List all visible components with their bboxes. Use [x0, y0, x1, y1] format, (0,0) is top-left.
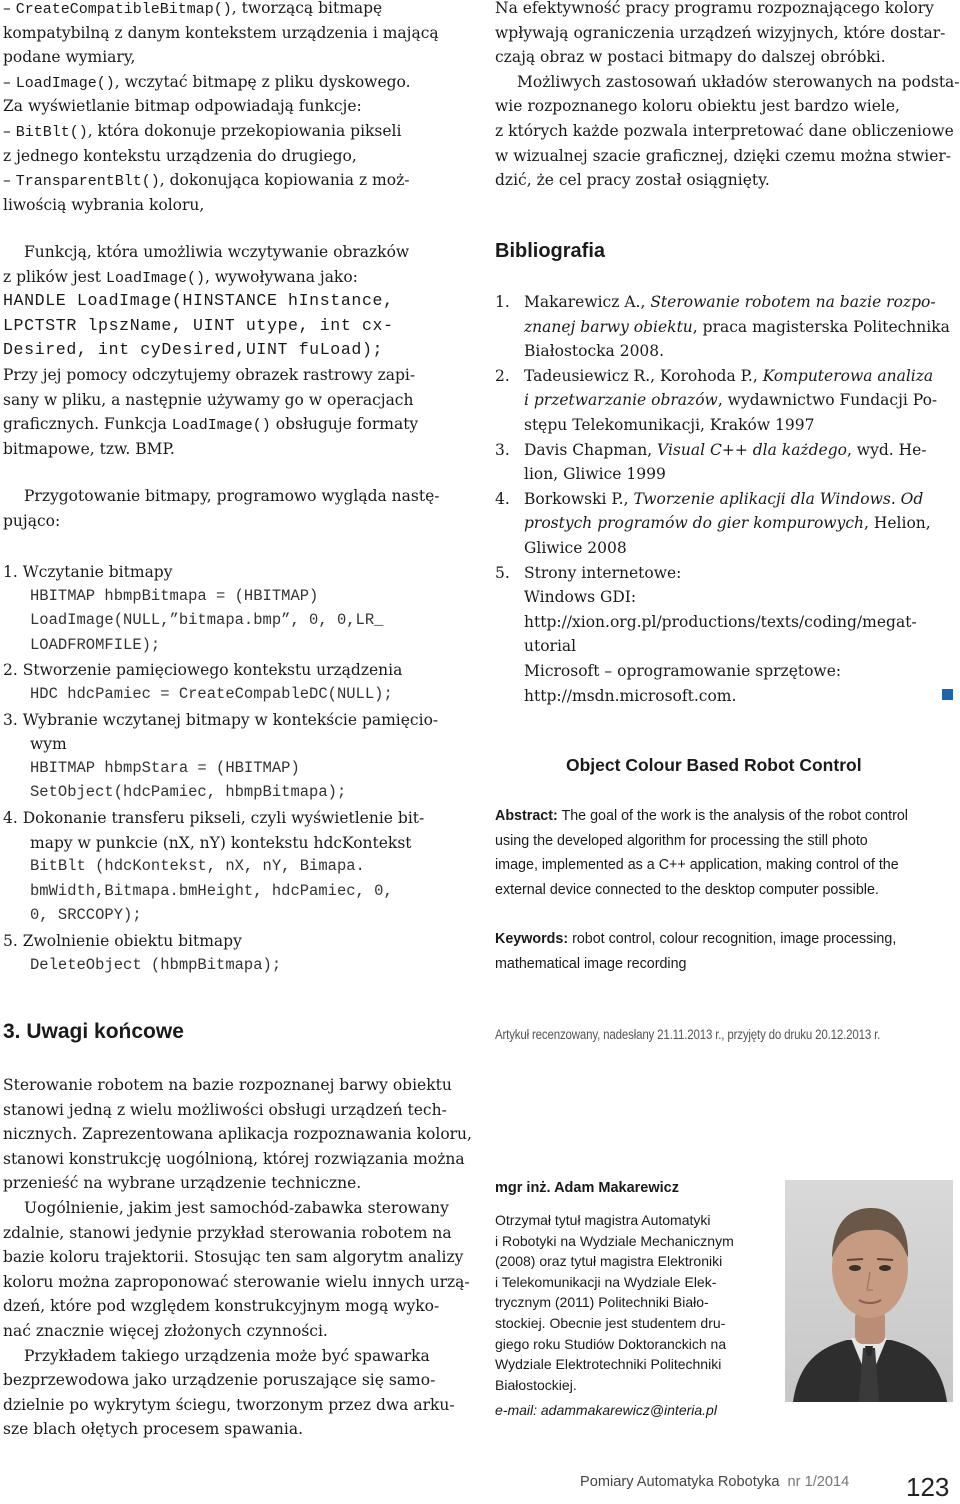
bullet-line: Za wyświetlanie bitmap odpowiadają funkcje:: [3, 97, 362, 116]
bibliography-line: [524, 684, 736, 709]
bibliography-line: [524, 315, 950, 340]
bibliography-text: , wyd. He-: [846, 440, 927, 459]
step-text: mapy w punkcie (nX, nY) kontekstu hdcKontekst: [30, 833, 412, 852]
conclusion-line: sze blach ołętych procesem spawania.: [3, 1420, 304, 1439]
step-code: HDC hdcPamiec = CreateCompableDC(NULL);: [30, 685, 393, 703]
step-code: HBITMAP hbmpStara = (HBITMAP): [30, 758, 300, 777]
bibliography-line: [524, 511, 931, 536]
bibliography-line: [524, 561, 681, 586]
conclusion-line: bazie koloru trajektorii. Stosując ten sam algorytm analizy: [3, 1248, 464, 1267]
bibliography-line: [524, 487, 923, 512]
bibliography-title-text: Visual C++ dla każdego: [657, 440, 847, 459]
conclusion-line: dzielnie po wykrytym ściegu, tworzonym przez dwa arku-: [3, 1395, 455, 1414]
bibliography-text: stępu Telekomunikacji, Kraków 1997: [524, 416, 815, 434]
bibliography-line: [524, 388, 937, 413]
bibliography-title-text: i przetwarzanie obrazów: [524, 391, 718, 410]
bibliography-text: Białostocka 2008.: [524, 342, 665, 361]
step-code: bmWidth,Bitmapa.bmHeight, hdcPamiec, 0,: [30, 881, 393, 900]
author-bio-line: Otrzymał tytuł magistra Automatyki: [495, 1212, 711, 1228]
keywords-line: mathematical image recording: [495, 955, 687, 972]
bullet-line: – CreateCompatibleBitmap(), tworzącą bitmapę: [3, 0, 383, 18]
conclusion-line: stanowi jedną z wielu możliwości obsługi urządzeń tech-: [3, 1100, 447, 1119]
step-code: 0, SRCCOPY);: [30, 906, 142, 925]
intro-line: wpływają ograniczenia urządzeń wizyjnych, które dostar-: [495, 23, 946, 42]
conclusion-line: Przykładem takiego urządzenia może być spawarka: [24, 1346, 430, 1365]
keywords-label: Keywords:: [495, 931, 569, 947]
bibliography-text: Windows GDI:: [524, 588, 637, 607]
bibliography-line: [524, 364, 933, 389]
step-text: 4. Dokonanie transferu pikseli, czyli wyświetlenie bit-: [3, 809, 425, 827]
conclusion-line: bezprzewodowa jako urządzenie poruszające się samo-: [3, 1371, 436, 1390]
author-photo: [785, 1180, 953, 1402]
paragraph-line: graficznych. Funkcja LoadImage() obsługuje formaty: [3, 415, 419, 435]
bibliography-text: utorial: [524, 637, 577, 656]
intro-line: w wizualnej szacie graficznej, dzięki czemu można stwier-: [495, 146, 952, 165]
step-code: LOADFROMFILE);: [30, 635, 161, 654]
bibliography-line: [524, 634, 576, 659]
bullet-line: z jednego kontekstu urządzenia do drugiego,: [3, 146, 357, 165]
author-bio-line: Białostockiej.: [495, 1376, 577, 1393]
author-bio-line: stockiej. Obecnie jest studentem dru-: [495, 1315, 726, 1331]
bibliography-number: 4.: [495, 489, 510, 508]
intro-line: czają obraz w postaci bitmapy do dalszej obróbki.: [495, 48, 886, 67]
bibliography-text: Davis Chapman,: [524, 440, 658, 459]
author-name: Adam Makarewicz: [554, 1180, 679, 1196]
keywords-text: robot control, colour recognition, image processing,: [568, 931, 897, 947]
bullet-line: – TransparentBlt(), dokonująca kopiowania z moż-: [3, 171, 410, 191]
conclusion-line: przenieść na wybrane urządzenie techniczne.: [3, 1174, 362, 1193]
author-bio-line: giego roku Studiów Doktoranckich na: [495, 1335, 727, 1352]
bibliography-number: 5.: [495, 563, 510, 582]
bullet-line: kompatybilną z danym kontekstem urządzenia i mającą: [3, 23, 439, 42]
bibliography-title: Bibliografia: [495, 240, 606, 262]
code-line: HANDLE LoadImage(HINSTANCE hInstance,: [3, 291, 394, 311]
abstract-label: Abstract:: [495, 808, 558, 824]
bibliography-line: [524, 610, 917, 635]
abstract-line: [495, 804, 908, 829]
step-text: 1. Wczytanie bitmapy: [3, 563, 173, 581]
bibliography-text: Makarewicz A.,: [524, 293, 651, 311]
step-text: wym: [30, 735, 67, 754]
section-title: 3. Uwagi końcowe: [3, 1020, 184, 1043]
bibliography-line: [524, 585, 636, 610]
bibliography-line: [524, 536, 627, 561]
bullet-line: – BitBlt(), która dokonuje przekopiowania pikseli: [3, 122, 402, 141]
bibliography-title-text: znanej barwy obiektu: [524, 317, 693, 336]
bibliography-line: [524, 438, 927, 463]
author-heading: [495, 1178, 679, 1199]
bibliography-number: 1.: [495, 293, 510, 311]
bibliography-text: http://xion.org.pl/productions/texts/coding/megat-: [524, 612, 917, 631]
code-line: LPCTSTR lpszName, UINT utype, int cx-: [3, 315, 394, 335]
bibliography-line: [524, 462, 666, 487]
review-note: Artykuł recenzowany, nadesłany 21.11.2013 r., przyjęty do druku 20.12.2013 r.: [495, 1027, 881, 1042]
author-bio-line: i Robotyki na Wydziale Mechanicznym: [495, 1232, 734, 1249]
paragraph-line: pująco:: [3, 511, 61, 530]
bullet-line: – LoadImage(), wczytać bitmapę z pliku dyskowego.: [3, 72, 411, 92]
conclusion-line: koloru można zaproponować sterowanie wielu innych urzą-: [3, 1272, 470, 1291]
english-title: Object Colour Based Robot Control: [566, 755, 862, 775]
author-bio-line: (2008) oraz tytuł magistra Elektroniki: [495, 1253, 723, 1270]
bibliography-number: 2.: [495, 366, 510, 385]
author-bio-line: i Telekomunikacji na Wydziale Elek-: [495, 1273, 717, 1290]
author-email: e-mail: adammakarewicz@interia.pl: [495, 1402, 717, 1418]
paragraph-line: bitmapowe, tzw. BMP.: [3, 439, 175, 458]
paragraph-line: z plików jest LoadImage(), wywoływana jako:: [3, 267, 358, 287]
bibliography-line: [524, 413, 815, 438]
bibliography-title-text: Tworzenie aplikacji dla Windows. Od: [633, 489, 924, 508]
paragraph-line: Funkcją, która umożliwia wczytywanie obrazków: [24, 243, 410, 261]
intro-line: dzić, że cel pracy został osiągnięty.: [495, 171, 770, 190]
author-bio-line: trycznym (2011) Politechniki Biało-: [495, 1294, 709, 1311]
bibliography-text: , Helion,: [863, 514, 931, 533]
conclusion-line: dzeń, które pod względem konstrukcyjnym mogą wyko-: [3, 1297, 440, 1316]
intro-line: z których każde pozwala interpretować dane obliczeniowe: [495, 122, 954, 140]
bibliography-line: [524, 290, 936, 315]
bibliography-text: lion, Gliwice 1999: [524, 465, 666, 484]
step-text: 5. Zwolnienie obiektu bitmapy: [3, 932, 242, 950]
bibliography-title-text: prostych programów do gier kompurowych: [524, 514, 864, 533]
journal-name: Pomiary Automatyka Robotyka: [580, 1474, 780, 1490]
bibliography-text: , wydawnictwo Fundacji Po-: [717, 391, 938, 410]
author-bio-line: Wydziale Elektrotechniki Politechniki: [495, 1356, 722, 1373]
bibliography-text: Microsoft – oprogramowanie sprzętowe:: [524, 662, 842, 680]
intro-line: wie rozpoznanego koloru obiektu jest bardzo wiele,: [495, 97, 900, 116]
keywords-line: [495, 927, 896, 952]
bibliography-text: Gliwice 2008: [524, 539, 627, 557]
step-code: LoadImage(NULL,”bitmapa.bmp”, 0, 0,LR_: [30, 611, 384, 630]
abstract-line: using the developed algorithm for processing the still photo: [495, 832, 868, 849]
paragraph-line: Przy jej pomocy odczytujemy obrazek rastrowy zapi-: [3, 366, 416, 384]
journal-footer: [580, 1474, 849, 1490]
step-code: HBITMAP hbmpBitmapa = (HBITMAP): [30, 586, 319, 605]
intro-line: Możliwych zastosowań układów sterowanych na podsta-: [517, 72, 960, 91]
step-code: SetObject(hdcPamiec, hbmpBitmapa);: [30, 783, 347, 802]
paragraph-line: Przygotowanie bitmapy, programowo wygląda nastę-: [24, 487, 440, 505]
conclusion-line: nać znacznie więcej złożonych czynności.: [3, 1322, 328, 1340]
abstract-text: The goal of the work is the analysis of the robot control: [557, 808, 908, 824]
conclusion-line: Uogólnienie, jakim jest samochód-zabawka sterowany: [24, 1199, 449, 1217]
bibliography-text: http://msdn.microsoft.com.: [524, 686, 737, 705]
bibliography-title-text: Komputerowa analiza: [762, 366, 934, 385]
step-code: DeleteObject (hbmpBitmapa);: [30, 955, 282, 974]
bibliography-title-text: Sterowanie robotem na bazie rozpo-: [650, 293, 936, 311]
end-mark-icon: [942, 689, 953, 700]
bibliography-text: , praca magisterska Politechnika: [692, 317, 950, 336]
bibliography-number: 3.: [495, 440, 510, 459]
abstract-line: image, implemented as a C++ application, making control of the: [495, 857, 899, 874]
conclusion-line: stanowi konstrukcję uogólnioną, której rozwiązania można: [3, 1149, 465, 1168]
page-number: 123: [906, 1472, 950, 1502]
step-code: BitBlt (hdcKontekst, nX, nY, Bimapa.: [30, 857, 365, 876]
conclusion-line: Sterowanie robotem na bazie rozpoznanej barwy obiektu: [3, 1076, 452, 1094]
code-line: Desired, int cyDesired,UINT fuLoad);: [3, 340, 384, 360]
step-text: 3. Wybranie wczytanej bitmapy w kontekście pamięcio-: [3, 710, 439, 729]
bullet-line: liwością wybrania koloru,: [3, 195, 205, 214]
conclusion-line: zdalnie, stanowi jedynie przykład sterowania robotem na: [3, 1223, 452, 1242]
paragraph-line: sany w pliku, a następnie używamy go w operacjach: [3, 390, 414, 409]
step-text: 2. Stworzenie pamięciowego kontekstu urządzenia: [3, 661, 403, 680]
bibliography-line: [524, 339, 664, 364]
conclusion-line: nicznych. Zaprezentowana aplikacja rozpoznawania koloru,: [3, 1125, 472, 1144]
bullet-line: podane wymiary,: [3, 48, 136, 67]
author-title: mgr inż.: [495, 1180, 555, 1196]
journal-issue: nr 1/2014: [787, 1474, 850, 1490]
bibliography-text: Tadeusiewicz R., Korohoda P.,: [524, 366, 763, 385]
intro-line: Na efektywność pracy programu rozpoznającego kolory: [495, 0, 934, 17]
bibliography-text: Borkowski P.,: [524, 489, 634, 508]
bibliography-line: [524, 659, 841, 684]
bibliography-text: Strony internetowe:: [524, 563, 682, 582]
abstract-line: external device connected to the desktop computer possible.: [495, 882, 879, 899]
